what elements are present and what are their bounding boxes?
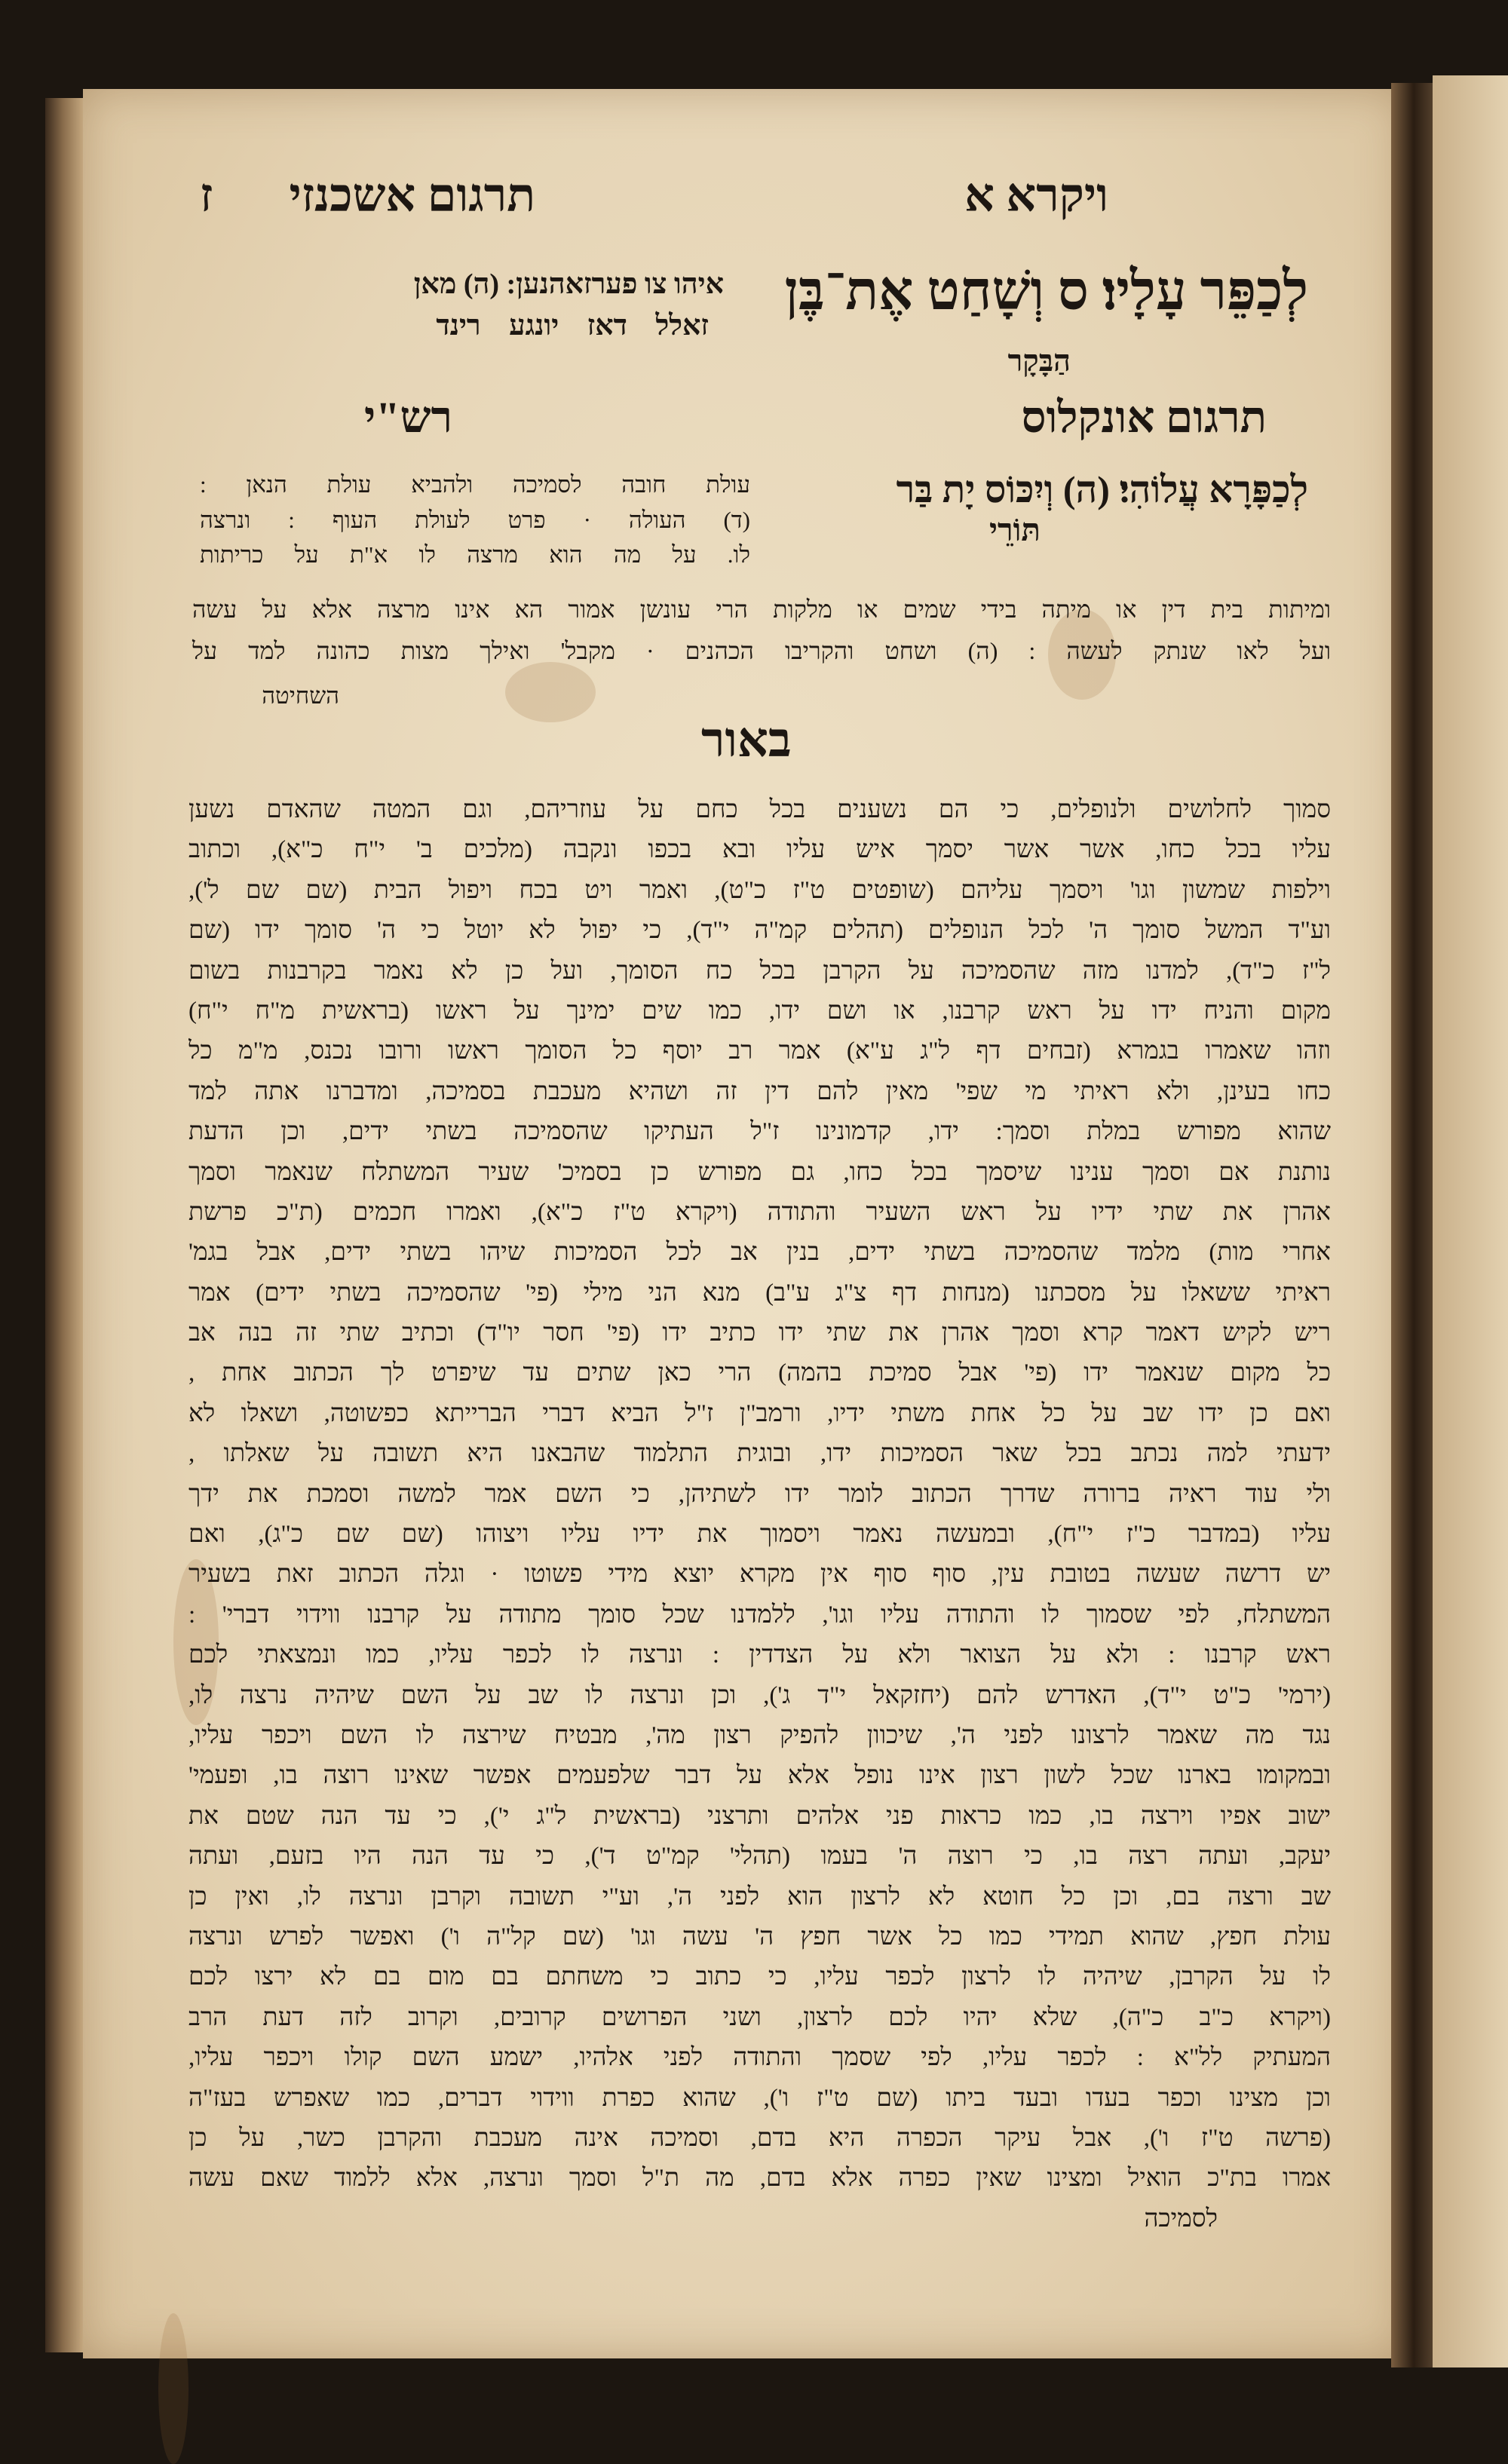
biur-line: עליו (במדבר כ"ז י"ח), ובמעשה נאמר ויסמוך את ידיו עליו ויצוהו (שם שם כ"ג), ואם	[188, 1521, 1331, 1549]
german-translation-line-1: איהו צו פערזאהנען: (ה) מאן	[413, 268, 724, 300]
biur-line: וילפות שמשון וגו' ויסמך עליהם (שופטים ט"ז כ"ט), ואמר ויט בכח ויפול הבית (שם שם ל'),	[188, 876, 1331, 904]
biur-line: נותנת אם וסמך ענינו שיסמך בכל כחו, גם מפורש כן בסמיכ' שעיר המשתלח שנאמר וסמך	[188, 1158, 1331, 1186]
biur-line: וע"ד המשל סומך ה' לכל הנופלים (תהלים קמ"ה י"ד), כי יפול לא יוטל כי ה' סומך ידו (שם	[188, 917, 1331, 945]
biur-line: המעתיק לל"א : לכפר עליו, לפי שסמך והתודה לפני אלהיו, ישמע השם קולו ויכפר עליו,	[188, 2044, 1331, 2072]
biur-line: ישוב אפיו וירצה בו, כמו כראות פני אלהים ותרצני (בראשית ל"ג י'), כי עד הנה שטם את	[188, 1802, 1331, 1830]
translation-heading: תרגום אשכנזי	[289, 170, 535, 222]
biur-line: כחו בעינן, ולא ראיתי מי שפי' מאין להם דין זה ושהיא מעכבת בסמיכה, ומדברנו אתה למד	[188, 1077, 1331, 1105]
biur-line: (ויקרא כ"ב כ"ה), שלא יהיו לכם לרצון, ושני הפרושים קרובים, וקרוב לזה דעת הרב	[188, 2003, 1331, 2031]
rashi-line: עולת חובה לסמיכה ולהביא עולת הנאן :	[200, 471, 750, 498]
biur-line: יעקב, ועתה רצה בו, כי רוצה ה' בעמו (תהלי' קמ"ט ד'), כי עד הנה היו בזעם, ועתה	[188, 1843, 1331, 1871]
biur-line: ידעתי למה נכתב בכל שאר הסמיכות ידו, ובוגית התלמוד שהבאנו היא תשובה על שאלתו ,	[188, 1440, 1331, 1468]
biur-line: אהרן את שתי ידיו על ראש השעיר והתודה (ויקרא ט"ז כ"א), ואמרו חכמים (ת"כ פרשת	[188, 1198, 1331, 1226]
biur-line: שהוא מפורש במלת וסמך: ידו, קדמונינו ז"ל העתיקו שהסמיכה בשתי ידים, וכן הדעת	[188, 1118, 1331, 1146]
biur-line: לסמיכה	[1144, 2205, 1218, 2233]
biur-line: וכן מצינו וכפר בעדו ובעד ביתו (שם ט"ז ו'), שהוא כפרת ווידוי דברים, כמו שאפרש בעז"ה	[188, 2084, 1331, 2112]
biur-line: (ירמי' כ"ט י"ד), האדרש להם (יחזקאל י"ד ג'), וכן ונרצה לו שב על השם שיהיה נרצה לו,	[188, 1681, 1331, 1709]
biur-commentary	[188, 790, 1331, 2239]
biur-line: ריש לקיש דאמר קרא וסמך אהרן את שתי ידו כתיב ידו (פי' חסר יו"ד) וכתיב שתי זה בנה אב	[188, 1319, 1331, 1347]
book-chapter-heading: ויקרא א	[964, 170, 1108, 222]
facing-page-edge	[1433, 75, 1508, 2367]
biur-line: מקום והניח ידו על ראש קרבנו, או ושם ידו, כמו שים ימינך על ראשו (בראשית מ"ח י"ח)	[188, 997, 1331, 1025]
biur-line: ל"ז כ"ד), למדנו מזה שהסמיכה על הקרבן בכל כח הסומך, ועל כן לא נאמר בקרבנות בשום	[188, 957, 1331, 985]
biur-line: לו על הקרבן, שיהיה לו לרצון לכפר עליו, כי כתוב כי משחתם בם מום בם לא ירצו לכם	[188, 1963, 1331, 1991]
onkelos-title: תרגום אונקלוס	[1021, 393, 1267, 442]
biur-line: נגד מה שאמר לרצונו לפני ה', שיכוון להפיק רצון מה', מבטיח שירצה לו השם ויכפר עליו,	[188, 1721, 1331, 1749]
paper-stain	[505, 662, 596, 722]
biur-line: אמרו בת"כ הואיל ומצינו שאין כפרה אלא בדם, מה ת"ל וסמך ונרצה, אלא ללמוד שאם עשה	[188, 2165, 1331, 2193]
biur-line: ראיתי ששאלו על מסכתנו (מנחות דף צ"ג ע"ב) מנא הני מילי (פי' שהסמיכה בשתי ידים) אמר	[188, 1279, 1331, 1307]
rashi-line: השחיטה	[262, 682, 339, 709]
biur-line: ראש קרבנו : ולא על הצואר ולא על הצדדין : ונרצה לו לכפר עליו, כמו ונמצאתי לכם	[188, 1641, 1331, 1669]
verse-line-2: הַבָּקָר	[1007, 344, 1071, 378]
german-translation-line-2: זאלל דאז יונגע רינד	[436, 310, 709, 342]
biur-line: וזהו שאמרו בגמרא (זבחים דף ל"ג ע"א) אמר רב יוסף כל הסומך ראשו ורובו נכנס, מ"מ כל	[188, 1037, 1331, 1065]
biur-line: שב ורצה בם, וכן כל חוטא לא לרצון הוא לפני ה', וע"י תשובה וקרבן ונרצה לו, ואין כן	[188, 1883, 1331, 1911]
biur-line: יש דרשה שעשה בטובת עין, סוף סוף אין מקרא יוצא מידי פשוטו · וגלה הכתוב זאת בשעיר	[188, 1561, 1331, 1589]
biur-line: (פרשה ט"ז ו'), אבל עיקר הכפרה היא בדם, וסמיכה אינה מעכבת והקרבן כשר, על כן	[188, 2124, 1331, 2152]
onkelos-line-2: תּוֹרֵי	[988, 513, 1041, 548]
rashi-line: לו. על מה הוא מרצה לו א"ת על כריתות	[200, 541, 750, 568]
biur-line: המשתלח, לפי שסמוך לו והתודה עליו וגו', ללמדנו שכל סומך מתודה על קרבנו ווידוי דברי' :	[188, 1601, 1331, 1629]
rashi-line: (ד) העולה · פרט לעולת העוף : ונרצה	[200, 507, 750, 533]
biur-line: אחרי מות) מלמד שהסמיכה בשתי ידים, בנין אב לכל הסמיכות שיהו בשתי ידים, אבל בגמ'	[188, 1239, 1331, 1267]
rashi-line: ומיתות בית דין או מיתה בידי שמים או מלקות הרי עונשן אמור הא אינו מרצה אלא על עשה	[192, 596, 1331, 623]
rashi-title: רש"י	[364, 393, 452, 442]
biur-line: עולת חפץ, שהוא תמידי כמו כל אשר חפץ ה' עשה וגו' (שם קל"ה ו') ואפשר לפרש ונרצה	[188, 1923, 1331, 1951]
book-gutter	[1391, 83, 1436, 2367]
verse-line-1: לְכַפֵּר עָלָיו׃ ס וְשָׁחַט אֶת־בֶּן	[784, 261, 1308, 321]
biur-line: כל מקום שנאמר ידו (פי' אבל סמיכת בהמה) הרי כאן שתים עד שיפרט לך הכתוב אחת ,	[188, 1359, 1331, 1387]
onkelos-line-1: לְכַפָּרָא עֲלוֹהִי׃ (ה) וְיִכּוֹס יָת בַּר	[896, 468, 1308, 510]
biur-line: עליו בכל כחו, אשר אשר יסמך איש עליו ובא בכפו ונקבה (מלכים ב' י"ח כ"א), וכתוב	[188, 836, 1331, 864]
rashi-line: ועל לאו שנתק לעשה : (ה) ושחט והקריבו הכהנים · מקבל' ואילך מצות כהונה למד על	[192, 637, 1331, 664]
page-number: ז	[200, 170, 213, 222]
biur-line: ואם כן ידו שב על כל אחת משתי ידיו, ורמב"ן ז"ל הביא דברי הברייתא כפשוטה, ושאלו לא	[188, 1399, 1331, 1427]
biur-line: סמוך לחלושים ולנופלים, כי הם נשענים בכל כחם על עוזריהם, וגם המטה שהאדם נשען	[188, 796, 1331, 823]
biur-title: באור	[701, 713, 792, 767]
paper-stain	[158, 2313, 188, 2464]
biur-line: ולי עוד ראיה ברורה שדרך הכתוב לומר ידו לשתיהן, כי השם אמר למשה וסמכת את ידך	[188, 1480, 1331, 1508]
biur-line: ובמקומו בארנו שכל לשון רצון אינו נופל אלא על דבר שלפעמים אפשר שאינו רוצה בו, ופעמי'	[188, 1762, 1331, 1790]
